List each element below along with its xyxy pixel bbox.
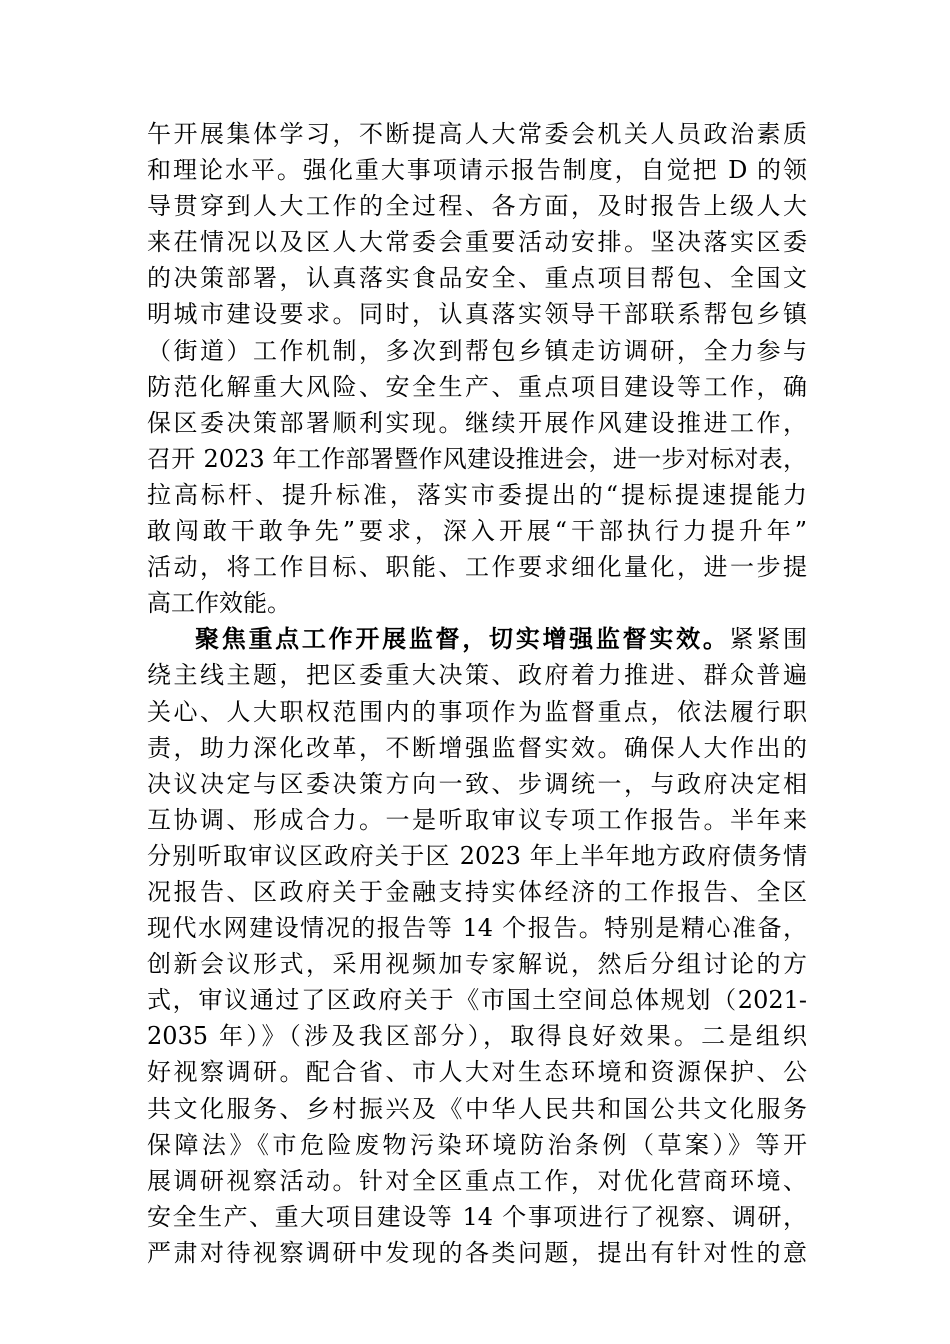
text-line: 2035 年）》（涉及我区部分），取得良好效果。二是组织 (147, 1022, 807, 1051)
text-line: 式，审议通过了区政府关于《市国土空间总体规划（2021- (147, 986, 807, 1015)
text-line: 现代水网建设情况的报告等 14 个报告。特别是精心准备， (147, 914, 807, 943)
text-line: 明城市建设要求。同时，认真落实领导干部联系帮包乡镇 (147, 300, 807, 329)
text-line: 防范化解重大风险、安全生产、重点项目建设等工作，确 (147, 372, 807, 401)
text-line: 保区委决策部署顺利实现。继续开展作风建设推进工作， (147, 408, 807, 437)
text-run: 紧紧围 (729, 625, 808, 654)
document-body (147, 116, 807, 1271)
text-line: 展调研视察活动。针对全区重点工作，对优化营商环境、 (147, 1166, 807, 1195)
text-line: 安全生产、重大项目建设等 14 个事项进行了视察、调研， (147, 1202, 807, 1231)
text-line: （街道）工作机制，多次到帮包乡镇走访调研，全力参与 (147, 336, 807, 365)
text-line: 创新会议形式，采用视频加专家解说，然后分组讨论的方 (147, 950, 807, 979)
paragraph-2-first-line (147, 621, 807, 657)
text-line: 保障法》《市危险废物污染环境防治条例（草案）》等开 (147, 1130, 807, 1159)
text-line: 来茌情况以及区人大常委会重要活动安排。坚决落实区委 (147, 228, 807, 257)
text-line: 召开 2023 年工作部署暨作风建设推进会，进一步对标对表， (147, 444, 807, 473)
text-line: 敢闯敢干敢争先”要求，深入开展“干部执行力提升年” (147, 517, 807, 546)
text-line: 况报告、区政府关于金融支持实体经济的工作报告、全区 (147, 877, 807, 906)
text-line: 导贯穿到人大工作的全过程、各方面，及时报告上级人大 (147, 192, 807, 221)
text-line: 责，助力深化改革，不断增强监督实效。确保人大作出的 (147, 733, 807, 762)
text-line: 共文化服务、乡村振兴及《中华人民共和国公共文化服务 (147, 1094, 807, 1123)
text-line: 的决策部署，认真落实食品安全、重点项目帮包、全国文 (147, 264, 807, 293)
text-line: 互协调、形成合力。一是听取审议专项工作报告。半年来 (147, 805, 807, 834)
text-line: 好视察调研。配合省、市人大对生态环境和资源保护、公 (147, 1058, 807, 1087)
text-line: 决议决定与区委决策方向一致、步调统一，与政府决定相 (147, 769, 807, 798)
text-line: 严肃对待视察调研中发现的各类问题，提出有针对性的意 (147, 1238, 807, 1267)
paragraph-2 (147, 621, 807, 1271)
section-heading: 聚焦重点工作开展监督，切实增强监督实效。 (195, 624, 730, 654)
text-line: 午开展集体学习，不断提高人大常委会机关人员政治素质 (147, 120, 807, 148)
text-line: 活动，将工作目标、职能、工作要求细化量化，进一步提 (147, 553, 807, 582)
text-line: 关心、人大职权范围内的事项作为监督重点，依法履行职 (147, 697, 807, 726)
text-line: 拉高标杆、提升标准，落实市委提出的“提标提速提能力 (147, 480, 807, 509)
text-line: 高工作效能。 (147, 589, 291, 618)
text-line: 分别听取审议区政府关于区 2023 年上半年地方政府债务情 (147, 841, 807, 870)
paragraph-1 (147, 116, 807, 621)
text-line: 绕主线主题，把区委重大决策、政府着力推进、群众普遍 (147, 661, 807, 690)
text-line: 和理论水平。强化重大事项请示报告制度，自觉把 D 的领 (147, 156, 807, 185)
